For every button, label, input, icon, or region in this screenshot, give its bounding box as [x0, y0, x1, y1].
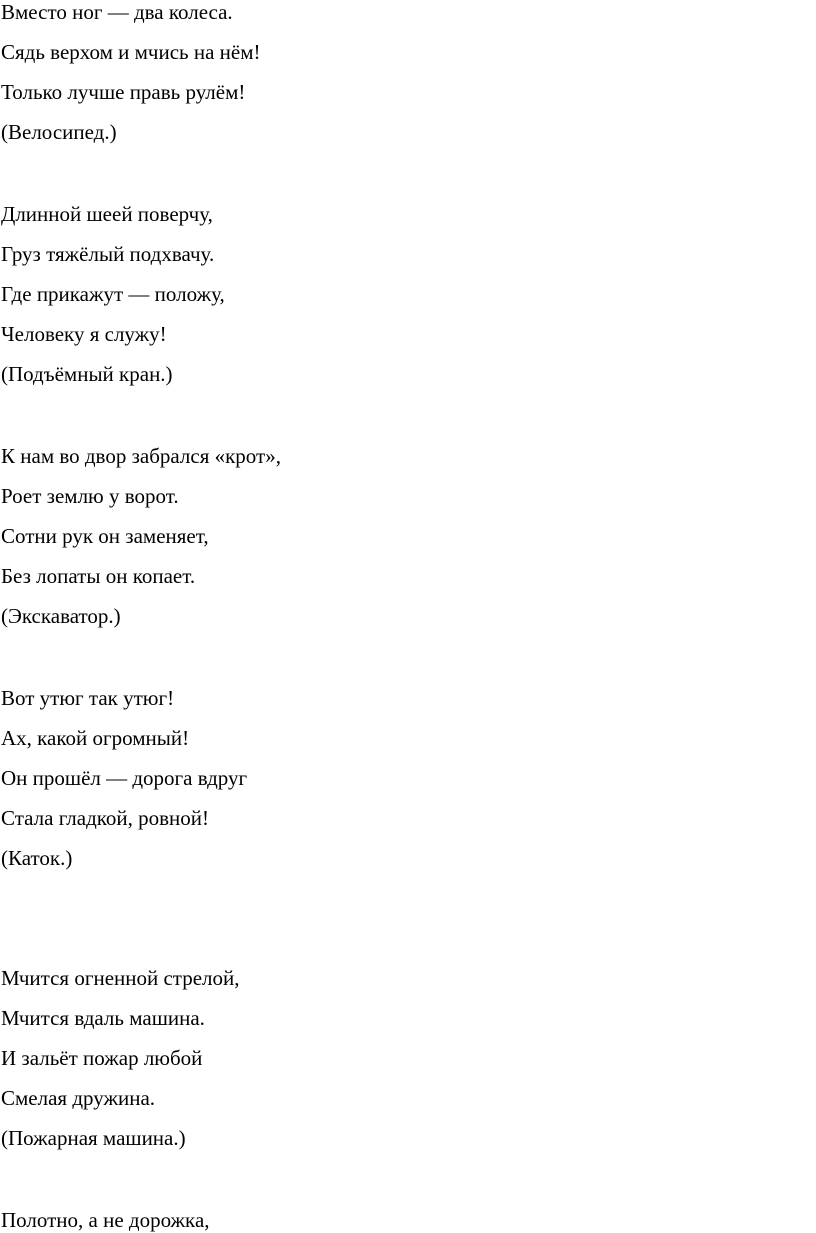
riddle-bicycle: [1, 0, 811, 144]
riddle-line: К нам во двор забрался «крот»,: [1, 444, 281, 468]
riddle-line: Сотни рук он заменяет,: [1, 524, 209, 548]
riddle-answer: (Подъёмный кран.): [1, 362, 173, 386]
riddle-line: Он прошёл — дорога вдруг: [1, 766, 248, 790]
riddle-line: Сядь верхом и мчись на нём!: [1, 40, 261, 64]
riddle-line: Только лучше правь рулём!: [1, 80, 246, 104]
riddle-line: Вместо ног — два колеса.: [1, 0, 233, 24]
riddle-line: Роет землю у ворот.: [1, 484, 179, 508]
riddle-line: Мчится вдаль машина.: [1, 1006, 205, 1030]
riddle-answer: (Экскаватор.): [1, 604, 121, 628]
riddle-line: Полотно, а не дорожка,: [1, 1208, 210, 1232]
riddle-roller: [1, 686, 811, 870]
riddle-line: Вот утюг так утюг!: [1, 686, 175, 710]
riddle-fire-truck: [1, 966, 811, 1150]
riddle-line: Смелая дружина.: [1, 1086, 156, 1110]
riddle-line: Груз тяжёлый подхвачу.: [1, 242, 215, 266]
riddle-line: Человеку я служу!: [1, 322, 167, 346]
riddle-line: Стала гладкой, ровной!: [1, 806, 210, 830]
riddle-answer: (Велосипед.): [1, 120, 117, 144]
riddle-excavator: [1, 444, 811, 628]
riddle-line: Без лопаты он копает.: [1, 564, 196, 588]
riddle-line: Мчится огненной стрелой,: [1, 966, 240, 990]
riddle-line: И зальёт пожар любой: [1, 1046, 203, 1070]
riddle-line: Длинной шеей поверчу,: [1, 202, 213, 226]
document-page: [1, 0, 811, 1232]
riddle-line: Ах, какой огромный!: [1, 726, 190, 750]
riddle-answer: (Каток.): [1, 846, 73, 870]
riddle-crane: [1, 202, 811, 386]
riddle-answer: (Пожарная машина.): [1, 1126, 186, 1150]
riddle-line: Где прикажут — положу,: [1, 282, 225, 306]
riddle-partial: [1, 1208, 811, 1232]
